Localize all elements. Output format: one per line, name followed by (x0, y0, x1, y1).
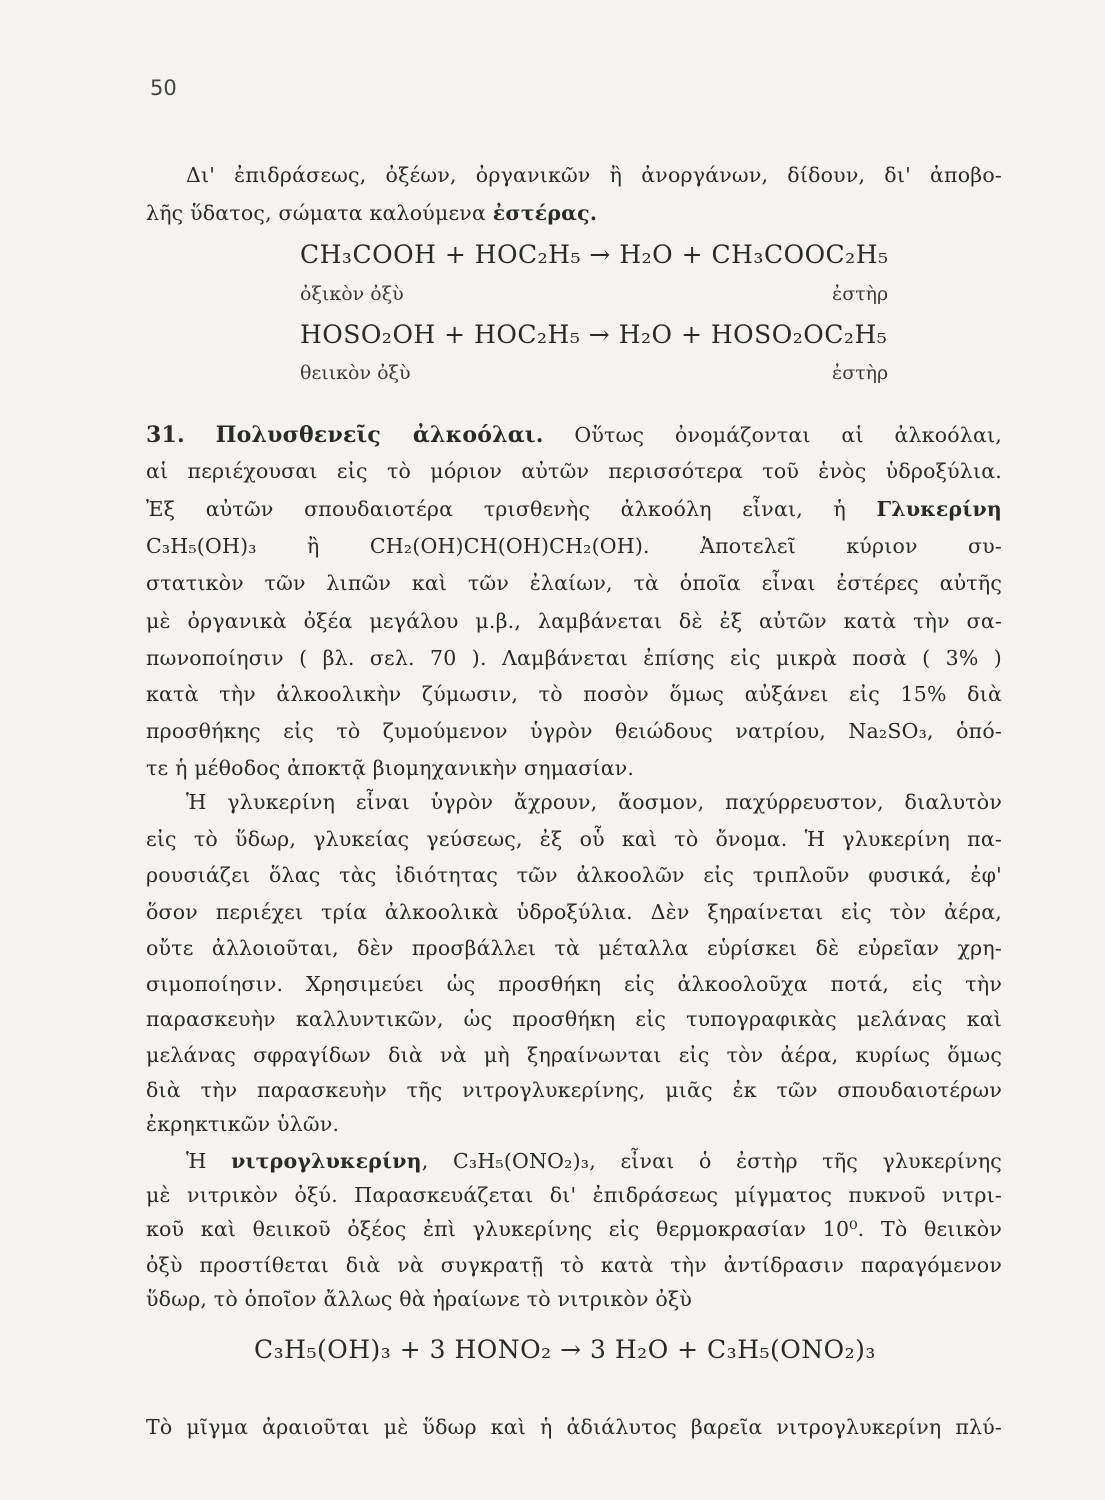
para2-line-2: εἰς τὸ ὕδωρ, γλυκείας γεύσεως, ἐξ οὗ καὶ τὸ ὄνομα. Ἡ γλυκερίνη πα- (146, 827, 1002, 851)
section-heading-line: 31. Πολυσθενεῖς ἀλκοόλαι. Οὕτως ὀνομάζονται αἱ ἀλκοόλαι, (146, 422, 1002, 448)
section-line-4: C₃H₅(OH)₃ ἢ CH₂(OH)CH(OH)CH₂(OH). Ἀποτελεῖ κύριον συ- (146, 534, 1002, 558)
reaction-2-ester-label: ἐστὴρ (832, 362, 889, 384)
section-line-7: πωνοποίησιν ( βλ. σελ. 70 ). Λαμβάνεται ἐπίσης εἰς μικρὰ ποσὰ ( 3% ) (146, 646, 1002, 670)
section-line-6: μὲ ὀργανικὰ ὀξέα μεγάλου μ.β., λαμβάνεται δὲ ἐξ αὐτῶν κατὰ τὴν σα- (146, 609, 1002, 633)
nitroglycerin-term: νιτρογλυκερίνη (231, 1149, 422, 1173)
final-line: Τὸ μῖγμα ἀραιοῦται μὲ ὕδωρ καὶ ἡ ἀδιάλυτος βαρεῖα νιτρογλυκερίνη πλύ- (146, 1415, 1002, 1439)
reaction-3-equation: C₃H₅(OH)₃ + 3 HONO₂ → 3 H₂O + C₃H₅(ONO₂)₃ (254, 1335, 876, 1364)
para3-line-2: μὲ νιτρικὸν ὀξύ. Παρασκευάζεται δι' ἐπιδράσεως μίγματος πυκνοῦ νιτρι- (146, 1183, 1002, 1207)
page-number: 50 (150, 76, 177, 100)
glycerin-term: Γλυκερίνη (876, 497, 1002, 521)
reaction-2-acid-label: θειικὸν ὀξὺ (300, 362, 411, 384)
reaction-1-acid-label: ὀξικὸν ὀξὺ (300, 283, 404, 305)
reaction-2-equation: HOSO₂OH + HOC₂H₅ → H₂O + HOSO₂OC₂H₅ (300, 320, 888, 349)
para2-line-1: Ἡ γλυκερίνη εἶναι ὑγρὸν ἄχρουν, ἄοσμον, παχύρρευστον, διαλυτὸν (186, 790, 1002, 814)
para2-line-10: ἐκρηκτικῶν ὑλῶν. (146, 1112, 340, 1136)
section-line-8: κατὰ τὴν ἀλκοολικὴν ζύμωσιν, τὸ ποσὸν ὅμως αὐξάνει εἰς 15% διὰ (146, 682, 1002, 706)
intro-line-2: λῆς ὕδατος, σώματα καλούμενα ἐστέρας. (146, 201, 598, 225)
intro-line-1: Δι' ἐπιδράσεως, ὀξέων, ὀργανικῶν ἢ ἀνοργάνων, δίδουν, δι' ἀποβο- (186, 163, 1002, 187)
para2-line-4: ὅσον περιέχει τρία ἀλκοολικὰ ὑδροξύλια. Δὲν ξηραίνεται εἰς τὸν ἀέρα, (146, 900, 1002, 924)
para3-line-1: Ἡ νιτρογλυκερίνη, C₃H₅(ONO₂)₃, εἶναι ὁ ἐστὴρ τῆς γλυκερίνης (186, 1149, 1002, 1173)
reaction-1-ester-label: ἐστὴρ (832, 283, 889, 305)
section-line-3: Ἐξ αὐτῶν σπουδαιοτέρα τρισθενὴς ἀλκοόλη εἶναι, ἡ Γλυκερίνη (146, 497, 1002, 521)
section-line-9: προσθήκης εἰς τὸ ζυμούμενον ὑγρὸν θειώδους νατρίου, Na₂SO₃, ὁπό- (146, 719, 1002, 743)
para2-line-8: μελάνας σφραγίδων διὰ νὰ μὴ ξηραίνωνται εἰς τὸν ἀέρα, κυρίως ὅμως (146, 1043, 1002, 1067)
esters-term: ἐστέρας. (492, 201, 598, 225)
para3-line-3: κοῦ καὶ θειικοῦ ὀξέος ἐπὶ γλυκερίνης εἰς θερμοκρασίαν 10⁰. Τὸ θειικὸν (146, 1217, 1002, 1241)
para2-line-5: οὔτε ἀλλοιοῦται, δὲν προσβάλλει τὰ μέταλλα εὑρίσκει δὲ εὐρεῖαν χρη- (146, 936, 1002, 960)
reaction-1-equation: CH₃COOH + HOC₂H₅ → H₂O + CH₃COOC₂H₅ (300, 240, 889, 269)
section-line-2: αἱ περιέχουσαι εἰς τὸ μόριον αὐτῶν περισσότερα τοῦ ἑνὸς ὑδροξύλια. (146, 459, 1002, 483)
para3-line-5: ὕδωρ, τὸ ὁποῖον ἄλλως θὰ ἠραίωνε τὸ νιτρικὸν ὀξὺ (146, 1287, 693, 1311)
para2-line-7: παρασκευὴν καλλυντικῶν, ὡς προσθήκη εἰς τυπογραφικὰς μελάνας καὶ (146, 1007, 1002, 1031)
para2-line-3: ρουσιάζει ὅλας τὰς ἰδιότητας τῶν ἀλκοολῶν εἰς τριπλοῦν φυσικά, ἐφ' (146, 863, 1002, 887)
section-number: 31. (146, 422, 185, 448)
para2-line-9: διὰ τὴν παρασκευὴν τῆς νιτρογλυκερίνης, μιᾶς ἐκ τῶν σπουδαιοτέρων (146, 1078, 1002, 1102)
para2-line-6: σιμοποίησιν. Χρησιμεύει ὡς προσθήκη εἰς ἀλκοολοῦχα ποτά, εἰς τὴν (146, 972, 1002, 996)
para3-line-4: ὀξὺ προστίθεται διὰ νὰ συγκρατῇ τὸ κατὰ τὴν ἀντίδρασιν παραγόμενον (146, 1253, 1002, 1277)
section-title: Πολυσθενεῖς ἀλκοόλαι. (215, 422, 544, 448)
section-line-5: στατικὸν τῶν λιπῶν καὶ τῶν ἐλαίων, τὰ ὁποῖα εἶναι ἐστέρες αὐτῆς (146, 571, 1002, 595)
section-line-10: τε ἡ μέθοδος ἀποκτᾷ βιομηχανικὴν σημασίαν. (146, 756, 635, 780)
